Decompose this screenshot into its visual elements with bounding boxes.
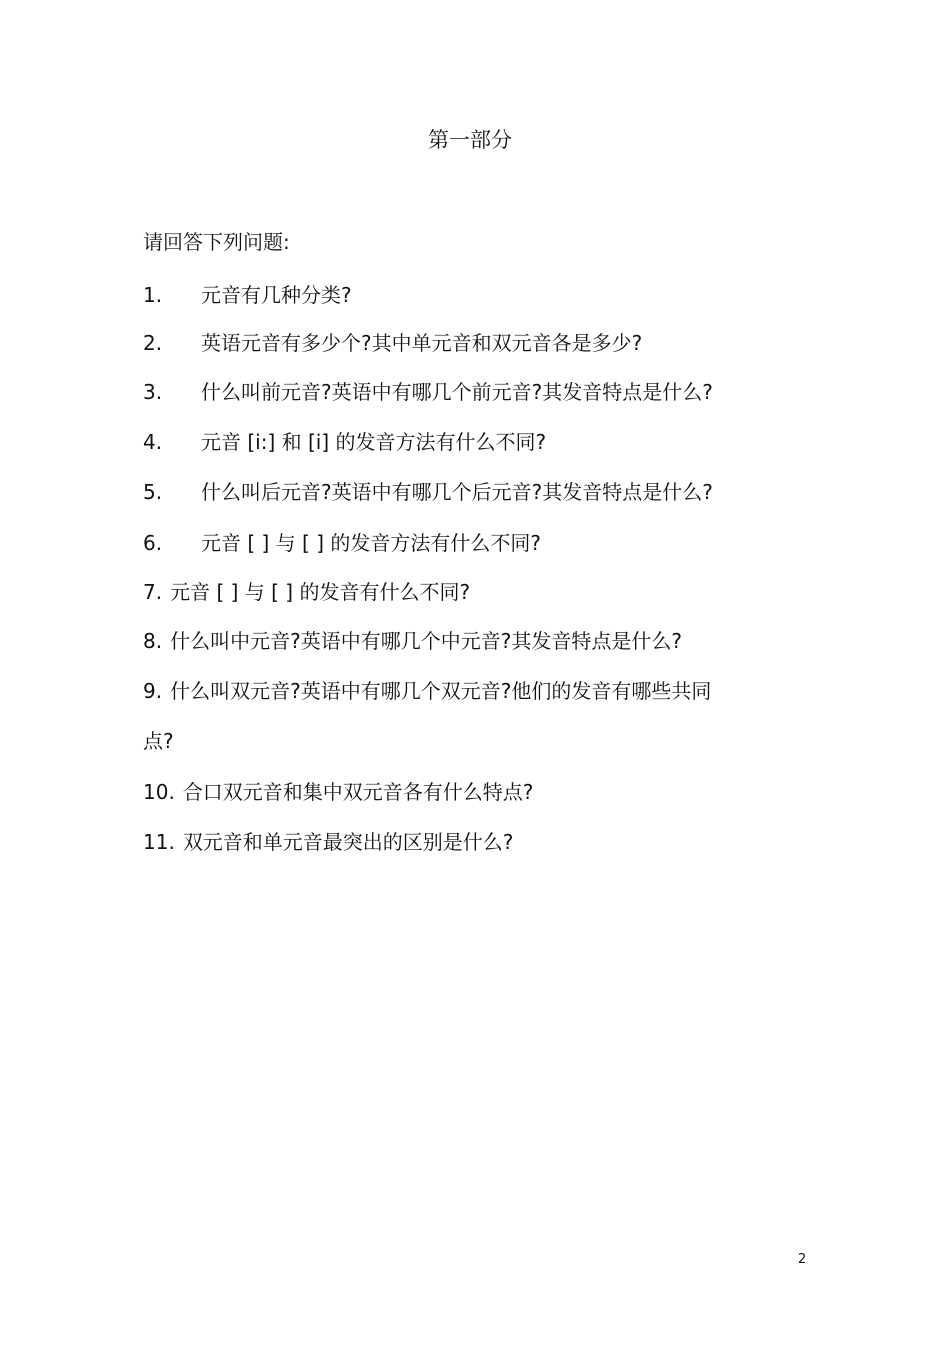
question-text: 什么叫后元音?英语中有哪几个后元音?其发音特点是什么? <box>201 480 713 504</box>
question-item <box>143 827 513 857</box>
question-number: 9. <box>143 679 163 703</box>
question-item <box>143 377 713 407</box>
question-text: 双元音和单元音最突出的区别是什么? <box>182 830 514 854</box>
question-item <box>143 280 352 310</box>
question-number: 3. <box>143 380 163 404</box>
question-text: 什么叫双元音?英语中有哪几个双元音?他们的发音有哪些共同 <box>170 679 712 703</box>
question-item <box>143 528 541 558</box>
question-item <box>143 626 682 656</box>
question-item <box>143 777 533 807</box>
question-item <box>143 477 713 507</box>
question-number: 2. <box>143 331 163 355</box>
question-number: 1. <box>143 283 163 307</box>
instruction-text: 请回答下列问题: <box>143 230 290 254</box>
question-text: 合口双元音和集中双元音各有什么特点? <box>182 780 534 804</box>
question-text: 元音 [ ] 与 [ ] 的发音方法有什么不同? <box>201 531 541 555</box>
question-number: 5. <box>143 480 163 504</box>
question-number: 10. <box>143 780 175 804</box>
question-number: 6. <box>143 531 163 555</box>
question-item <box>143 427 546 457</box>
question-number: 11. <box>143 830 175 854</box>
question-text: 元音 [i:] 和 [i] 的发音方法有什么不同? <box>201 430 547 454</box>
question-number: 4. <box>143 430 163 454</box>
question-item <box>143 676 711 706</box>
question-text: 元音有几种分类? <box>201 283 352 307</box>
question-number: 8. <box>143 629 163 653</box>
page-number: 2 <box>798 1252 807 1267</box>
question-text: 什么叫中元音?英语中有哪几个中元音?其发音特点是什么? <box>170 629 682 653</box>
question-text: 什么叫前元音?英语中有哪几个前元音?其发音特点是什么? <box>201 380 713 404</box>
question-number: 7. <box>143 580 163 604</box>
section-title: 第一部分 <box>428 128 512 152</box>
question-item <box>143 328 642 358</box>
question-item <box>143 577 470 607</box>
question-text: 元音 [ ] 与 [ ] 的发音有什么不同? <box>170 580 471 604</box>
question-continuation: 点? <box>143 729 174 753</box>
question-text: 英语元音有多少个?其中单元音和双元音各是多少? <box>201 331 643 355</box>
